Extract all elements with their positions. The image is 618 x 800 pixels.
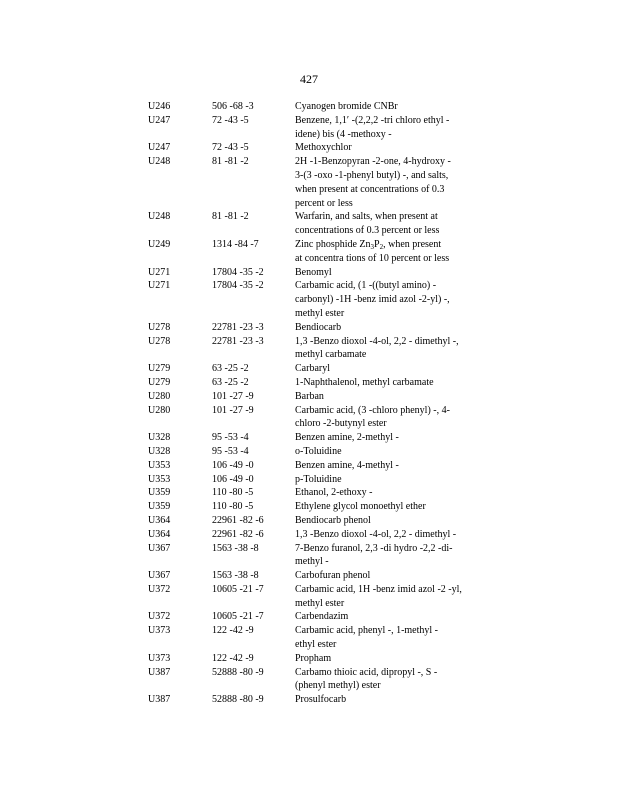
waste-code: U249 [148,238,171,250]
substance-name [295,693,485,707]
substance-name-line [295,238,485,252]
substance-name-line: chloro -2-butynyl ester [295,418,387,430]
substance-name-line: when present at concentrations of 0.3 [295,183,445,195]
waste-code: U367 [148,542,171,554]
table-row [148,155,488,210]
table-row [148,486,488,500]
substance-name [295,404,485,432]
substance-name [295,238,485,266]
substance-name-line: Cyanogen bromide CNBr [295,101,398,112]
cas-number: 22781 -23 -3 [212,335,264,347]
waste-code: U246 [148,101,171,112]
substance-name [295,569,485,583]
waste-code: U372 [148,611,171,623]
substance-name-line: carbonyl) -1H -benz imid azol -2-yl) -, [295,294,450,306]
table-row [148,542,488,570]
substance-name-line: 2H -1-Benzopyran -2-one, 4-hydroxy - [295,156,451,168]
substance-name-line: 7-Benzo furanol, 2,3 -di hydro -2,2 -di- [295,542,453,554]
page-number: 427 [300,72,318,86]
cas-number: 95 -53 -4 [212,432,249,444]
substance-name [295,100,485,114]
table-row [148,266,488,280]
substance-name-line: Carbaryl [295,363,330,375]
substance-name-line: concentrations of 0.3 percent or less [295,225,440,237]
table-row [148,583,488,611]
table-row [148,321,488,335]
substance-name-line: o-Toluidine [295,445,342,457]
formula-subscript: 3 [370,242,375,251]
waste-code: U280 [148,404,171,416]
waste-code: U328 [148,432,171,444]
table-row [148,431,488,445]
cas-number: 63 -25 -2 [212,376,249,388]
table-row [148,666,488,694]
substance-name-line: Carbamic acid, phenyl -, 1-methyl - [295,625,439,637]
waste-code: U359 [148,487,171,499]
substance-name-line: 1,3 -Benzo dioxol -4-ol, 2,2 - dimethyl -, [295,335,459,347]
waste-code: U364 [148,514,171,526]
table-row [148,390,488,404]
table-row [148,528,488,542]
waste-code: U387 [148,694,171,706]
substance-name-line: Ethanol, 2-ethoxy - [295,487,373,499]
table-row [148,114,488,142]
substance-name-line: Warfarin, and salts, when present at [295,211,438,223]
substance-name-line: at concentra tions of 10 percent or less [295,252,450,264]
substance-name-line: Carbendazim [295,611,349,623]
cas-number: 101 -27 -9 [212,390,254,402]
table-row [148,404,488,432]
name-segment: , when present [383,238,442,250]
substance-name [295,210,485,238]
substance-name [295,376,485,390]
substance-name-line: percent or less [295,197,353,209]
waste-code: U271 [148,280,171,292]
substance-name-line: methyl - [295,556,329,568]
substance-name-line: p-Toluidine [295,473,342,485]
substance-name [295,666,485,694]
substance-name [295,279,485,320]
table-row [148,210,488,238]
table-row [148,624,488,652]
substance-name-line: Carbofuran phenol [295,570,371,582]
substance-name [295,362,485,376]
substance-name [295,500,485,514]
waste-code: U373 [148,652,171,664]
substance-name-line: Propham [295,652,332,664]
substance-name-line: methyl ester [295,307,345,319]
substance-name [295,473,485,487]
cas-number: 17804 -35 -2 [212,266,264,278]
table-row [148,610,488,624]
substance-name [295,431,485,445]
cas-number: 110 -80 -5 [212,487,254,499]
substance-name [295,321,485,335]
table-row [148,376,488,390]
substance-name [295,624,485,652]
table-row [148,459,488,473]
name-segment: P [374,238,380,250]
substance-name-line: methyl carbamate [295,349,367,361]
substance-name-line: 1-Naphthalenol, methyl carbamate [295,376,434,388]
name-segment: Zinc phosphide Zn [295,238,371,250]
cas-number: 95 -53 -4 [212,445,249,457]
table-row [148,141,488,155]
substance-name-line: Carbamic acid, 1H -benz imid azol -2 -yl, [295,583,462,595]
table-row [148,362,488,376]
cas-number: 10605 -21 -7 [212,583,264,595]
substance-name-line: Barban [295,390,324,402]
waste-code: U372 [148,583,171,595]
substance-name [295,652,485,666]
waste-code: U328 [148,445,171,457]
table-row [148,514,488,528]
waste-code: U247 [148,114,171,126]
table-row [148,238,488,266]
waste-code: U279 [148,376,171,388]
cas-number: 81 -81 -2 [212,156,249,168]
waste-code: U278 [148,335,171,347]
table-row [148,473,488,487]
cas-number: 10605 -21 -7 [212,611,264,623]
waste-code: U364 [148,528,171,540]
cas-number: 1563 -38 -8 [212,570,259,582]
substance-name [295,155,485,210]
cas-number: 122 -42 -9 [212,625,254,637]
table-row [148,569,488,583]
substance-name-line: Carbamo thioic acid, dipropyl -, S - [295,666,438,678]
substance-name [295,486,485,500]
substance-name-line: ethyl ester [295,639,337,651]
table-row [148,500,488,514]
waste-code: U278 [148,321,171,333]
cas-number: 22961 -82 -6 [212,514,264,526]
substance-name-line: Bendiocarb [295,321,342,333]
cas-number: 1563 -38 -8 [212,542,259,554]
cas-number: 122 -42 -9 [212,652,254,664]
cas-number: 506 -68 -3 [212,101,254,112]
waste-code: U387 [148,666,171,678]
substance-name-line: idene) bis (4 -methoxy - [295,128,392,140]
substance-name-line: Methoxychlor [295,142,352,154]
formula-subscript: 2 [379,242,384,251]
substance-name-line: Bendiocarb phenol [295,514,371,526]
waste-code: U359 [148,501,171,513]
waste-code: U353 [148,459,171,471]
substance-name [295,528,485,542]
table-row [148,335,488,363]
substance-name [295,514,485,528]
waste-code: U248 [148,156,171,168]
substance-name [295,335,485,363]
table-row [148,652,488,666]
substance-name-line: Benomyl [295,266,332,278]
substance-name-line: Benzen amine, 4-methyl - [295,459,399,471]
cas-number: 1314 -84 -7 [212,238,259,250]
cas-number: 17804 -35 -2 [212,280,264,292]
substance-name [295,459,485,473]
substance-name-line: Prosulfocarb [295,694,347,706]
cas-number: 81 -81 -2 [212,211,249,223]
waste-code: U367 [148,570,171,582]
substance-name [295,390,485,404]
substance-name-line: Ethylene glycol monoethyl ether [295,501,426,513]
substance-name-line: Benzene, 1,1′ -(2,2,2 -tri chloro ethyl - [295,114,450,126]
substance-name-line: 3-(3 -oxo -1-phenyl butyl) -, and salts, [295,169,449,181]
table-row [148,279,488,320]
substance-name [295,445,485,459]
cas-number: 52888 -80 -9 [212,694,264,706]
table-row [148,100,488,114]
substance-name-line: methyl ester [295,597,345,609]
cas-number: 101 -27 -9 [212,404,254,416]
substance-name [295,583,485,611]
hazardous-waste-table [148,100,488,707]
substance-name-line: (phenyl methyl) ester [295,680,381,692]
cas-number: 72 -43 -5 [212,142,249,154]
substance-name-line: Carbamic acid, (3 -chloro phenyl) -, 4- [295,404,450,416]
substance-name [295,114,485,142]
substance-name-line: Benzen amine, 2-methyl - [295,432,399,444]
cas-number: 106 -49 -0 [212,473,254,485]
substance-name [295,610,485,624]
waste-code: U373 [148,625,171,637]
cas-number: 22961 -82 -6 [212,528,264,540]
waste-code: U279 [148,363,171,375]
waste-code: U353 [148,473,171,485]
substance-name [295,266,485,280]
substance-name-line: Carbamic acid, (1 -((butyl amino) - [295,280,437,292]
waste-code: U271 [148,266,171,278]
cas-number: 72 -43 -5 [212,114,249,126]
table-row [148,693,488,707]
cas-number: 110 -80 -5 [212,501,254,513]
waste-code: U280 [148,390,171,402]
substance-name [295,141,485,155]
substance-name [295,542,485,570]
cas-number: 22781 -23 -3 [212,321,264,333]
cas-number: 63 -25 -2 [212,363,249,375]
cas-number: 106 -49 -0 [212,459,254,471]
waste-code: U248 [148,211,171,223]
waste-code: U247 [148,142,171,154]
table-row [148,445,488,459]
cas-number: 52888 -80 -9 [212,666,264,678]
substance-name-line: 1,3 -Benzo dioxol -4-ol, 2,2 - dimethyl - [295,528,457,540]
